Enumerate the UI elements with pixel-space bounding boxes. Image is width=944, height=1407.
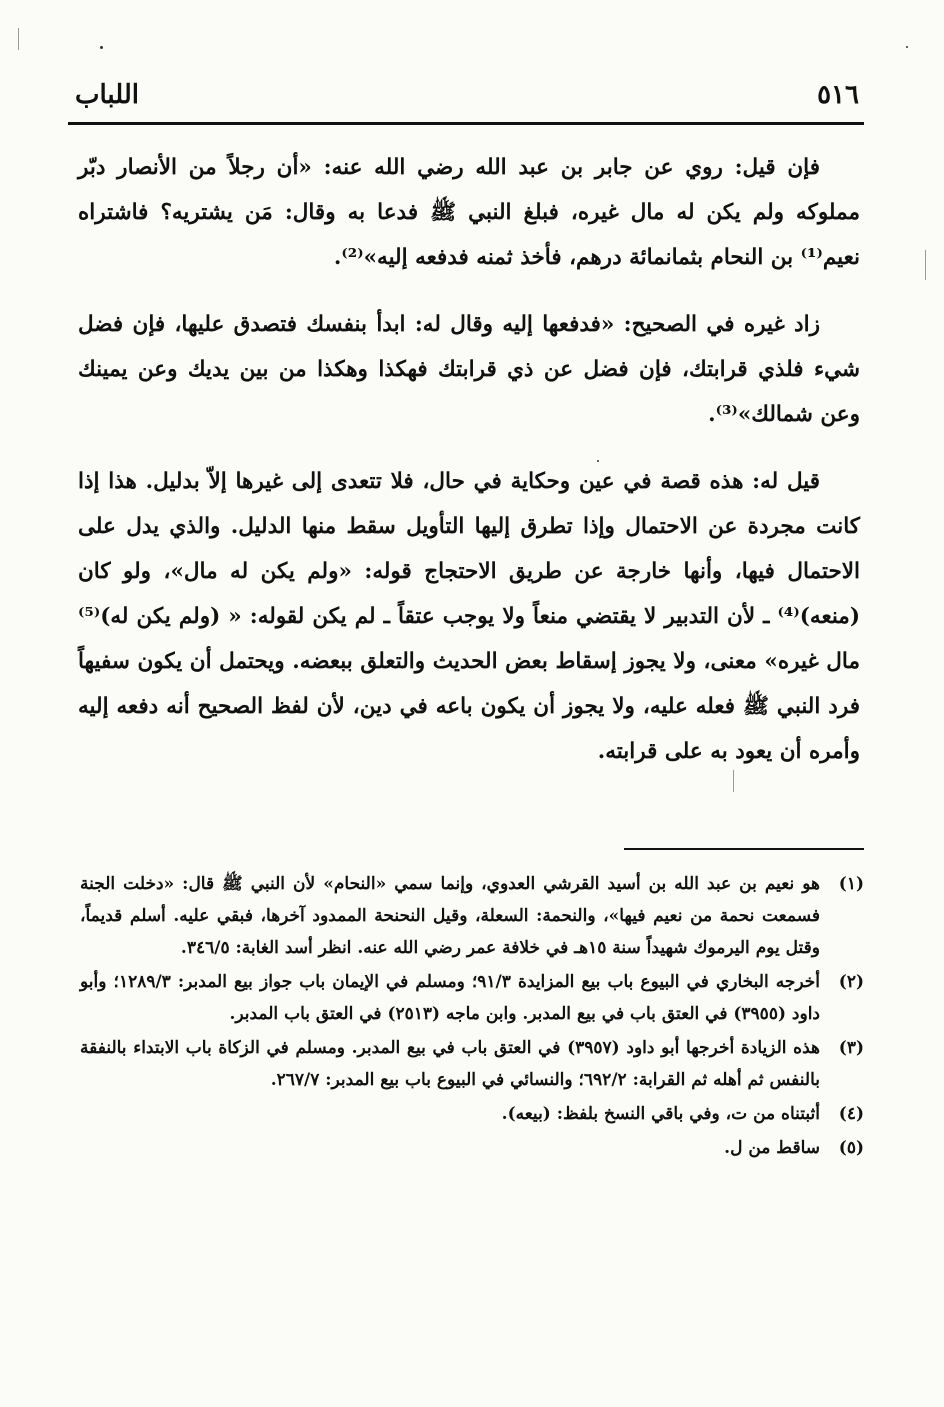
footnote-text: أثبتناه من ت، وفي باقي النسخ بلفظ: (بيعه). (501, 1104, 820, 1124)
book-title: اللباب (75, 80, 139, 110)
paragraph-question: فإن قيل: روي عن جابر بن عبد الله رضي الله عنه: «أن رجلاً من الأنصار دبّر مملوكه ولم يكن له مال غيره، فبلغ النبي ﷺ فدعا به وقال: مَن يشتريه؟ فاشتراه نعيم⁽¹⁾ بن النحام بثمانمائة درهم، فأخذ ثمنه فدفعه إليه»⁽²⁾. (78, 155, 860, 270)
footnote-1 (80, 868, 864, 964)
footnote-number: (٤) (838, 1104, 864, 1124)
paragraph-answer: قيل له: هذه قصة في عين وحكاية في حال، فلا تتعدى إلى غيرها إلاّ بدليل. هذا إذا كانت مجردة عن الاحتمال وإذا تطرق إليها التأويل سقط منها الدليل. والذي يدل على الاحتمال فيها، وأنها خارجة عن طريق الاحتجاج قوله: «ولم يكن له مال»، ولو كان (منعه)⁽⁴⁾ ـ لأن التدبير لا يقتضي منعاً ولا يوجب عتقاً ـ لم يكن لقوله: « (ولم يكن له)⁽⁵⁾ مال غيره» معنى، ولا يجوز إسقاط بعض الحديث والتعلق ببعضه. ويحتمل أن يكون سفيهاً فرد النبي ﷺ فعله عليه، ولا يجوز أن يكون باعه في دين، لأن لفظ الصحيح أنه دفعه إليه وأمره أن يعود به على قرابته. (78, 469, 860, 764)
footnote-text: ساقط من ل. (724, 1138, 820, 1158)
footnote-number: (٣) (838, 1038, 864, 1058)
header-rule (68, 122, 864, 125)
footnote-4 (80, 1098, 864, 1130)
scan-speck (906, 46, 908, 48)
footnote-5 (80, 1132, 864, 1164)
footnote-text: أخرجه البخاري في البيوع باب بيع المزايدة ٩١/٣؛ ومسلم في الإيمان باب جواز بيع المدبر: ١٢٨٩/٣؛ وأبو داود (٣٩٥٥) في العتق باب في بيع المدبر. وابن ماجه (٢٥١٣) في العتق باب المدبر. (80, 972, 820, 1024)
scan-edge-mark (925, 250, 926, 280)
footnote-number: (٥) (838, 1138, 864, 1158)
footnote-rule (624, 848, 864, 850)
footnotes (80, 868, 864, 1166)
page-header (75, 80, 859, 120)
footnote-2 (80, 966, 864, 1030)
footnote-3 (80, 1032, 864, 1096)
scan-speck (597, 460, 599, 462)
main-text (78, 145, 860, 774)
footnote-text: هذه الزيادة أخرجها أبو داود (٣٩٥٧) في العتق باب في بيع المدبر. ومسلم في الزكاة باب الابتداء بالنفقة بالنفس ثم أهله ثم القرابة: ٦٩٢/٢؛ والنسائي في البيوع باب بيع المدبر: ٢٦٧/٧. (80, 1038, 820, 1090)
page-number: ٥١٦ (817, 80, 859, 110)
scan-edge-mark (18, 28, 19, 50)
footnote-number: (١) (838, 874, 864, 894)
footnote-number: (٢) (838, 972, 864, 992)
paragraph-addition: زاد غيره في الصحيح: «فدفعها إليه وقال له: ابدأ بنفسك فتصدق عليها، فإن فضل شيء فلذي قرابتك، فإن فضل عن ذي قرابتك فهكذا وهكذا من بين يديك وعن يمينك وعن شمالك»⁽³⁾. (78, 312, 860, 427)
scan-edge-mark (733, 770, 734, 792)
footnote-text: هو نعيم بن عبد الله بن أسيد القرشي العدوي، وإنما سمي «النحام» لأن النبي ﷺ قال: «دخلت الجنة فسمعت نحمة من نعيم فيها»، والنحمة: السعلة، وقيل النحنحة الممدود آخرها، فبقي عليه. أسلم قديماً، وقتل يوم اليرموك شهيداً سنة ١٥هـ في خلافة عمر رضي الله عنه. انظر أسد الغابة: ٣٤٦/٥. (80, 874, 820, 958)
scan-speck (100, 46, 103, 49)
